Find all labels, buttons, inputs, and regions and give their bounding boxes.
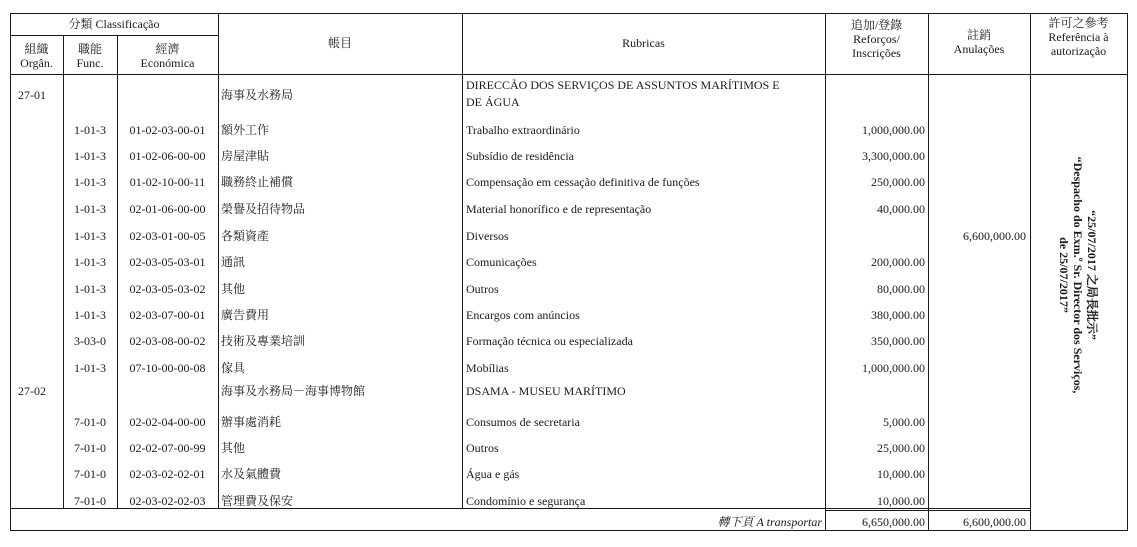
cell-func: 1-01-3 <box>74 123 106 137</box>
cell-zh: 技術及專業培訓 <box>221 334 306 348</box>
cell-func: 7-01-0 <box>74 467 106 481</box>
cell-func: 1-01-3 <box>74 308 106 322</box>
cell-reforco: 10,000.00 <box>877 494 925 508</box>
cell-pt: Consumos de secretaria <box>466 415 580 429</box>
rule-col-pt <box>462 13 463 509</box>
cell-econ: 07-10-00-00-08 <box>129 361 206 375</box>
rule-right <box>1127 13 1128 531</box>
cell-zh: 各類資產 <box>221 229 270 243</box>
rule-col-econ <box>117 35 118 509</box>
cell-econ: 02-02-07-00-99 <box>129 441 206 455</box>
header-classificacao: 分類 Classificação <box>68 17 160 31</box>
header-organica: 組織 Orgân. <box>20 42 53 70</box>
cell-org: 27-02 <box>18 384 46 398</box>
header-rubrica-zh: 帳目 <box>327 36 352 50</box>
cell-func: 1-01-3 <box>74 361 106 375</box>
cell-reforco: 80,000.00 <box>877 282 925 296</box>
cell-zh: 傢具 <box>221 361 246 375</box>
reference-line-1: “25/07/2017 之局長批示” <box>1085 210 1099 340</box>
reference-line-2: “Despacho do Exm.º Sr. Director dos Serviços, <box>1071 156 1085 394</box>
cell-pt: Outros <box>466 441 499 455</box>
cell-pt: Outros <box>466 282 499 296</box>
cell-reforco: 25,000.00 <box>877 441 925 455</box>
cell-zh: 職務終止補償 <box>221 175 294 189</box>
cell-zh: 房屋津貼 <box>221 149 270 163</box>
header-reforcos: 追加/登錄 Reforços/ Inscrições <box>850 18 903 60</box>
rule-col-ref <box>1030 13 1031 531</box>
rule-ref-bottom <box>1030 530 1128 531</box>
reference-line-3: de 25/07/2017” <box>1057 237 1071 313</box>
rule-left <box>10 13 11 531</box>
cell-econ: 02-01-06-00-00 <box>129 202 206 216</box>
cell-func: 7-01-0 <box>74 415 106 429</box>
cell-reforco: 40,000.00 <box>877 202 925 216</box>
cell-func: 7-01-0 <box>74 494 106 508</box>
rule-header-bottom <box>10 74 1128 75</box>
cell-func: 1-01-3 <box>74 175 106 189</box>
cell-econ: 02-03-02-02-01 <box>129 467 206 481</box>
cell-org: 27-01 <box>18 88 46 102</box>
rule-col-zh <box>218 13 219 509</box>
cell-zh: 海事及水務局－海事博物館 <box>221 384 366 398</box>
cell-econ: 02-03-05-03-01 <box>129 255 206 269</box>
cell-zh: 通訊 <box>221 255 246 269</box>
cell-pt: DIRECCÃO DOS SERVIÇOS DE ASSUNTOS MARÍTIMOS E <box>466 78 780 92</box>
cell-func: 1-01-3 <box>74 255 106 269</box>
cell-zh: 辦事處消耗 <box>221 415 282 429</box>
cell-econ: 02-03-07-00-01 <box>129 308 206 322</box>
cell-pt: DSAMA - MUSEU MARÍTIMO <box>466 384 626 398</box>
cell-zh: 其他 <box>221 441 246 455</box>
cell-zh: 廣告費用 <box>221 308 270 322</box>
cell-reforco: 350,000.00 <box>871 334 925 348</box>
cell-func: 1-01-3 <box>74 149 106 163</box>
authorization-reference <box>1048 145 1108 405</box>
cell-func: 1-01-3 <box>74 202 106 216</box>
cell-econ: 02-03-08-00-02 <box>129 334 206 348</box>
cell-zh: 海事及水務局 <box>221 88 294 102</box>
cell-func: 3-03-0 <box>74 334 106 348</box>
cell-func: 7-01-0 <box>74 441 106 455</box>
cell-econ: 01-02-03-00-01 <box>129 123 206 137</box>
header-funcional: 職能 Func. <box>76 42 104 70</box>
cell-reforco: 3,300,000.00 <box>862 149 925 163</box>
rule-col-func <box>63 35 64 509</box>
header-economica: 經濟 Económica <box>140 42 195 70</box>
rule-body-bottom <box>10 508 1031 509</box>
cell-econ: 02-03-02-02-03 <box>129 494 206 508</box>
cell-pt: Encargos com anúncios <box>466 308 580 322</box>
cell-pt: Trabalho extraordinário <box>466 123 580 137</box>
cell-pt: Compensação em cessação definitiva de funções <box>466 175 700 189</box>
header-referencia: 許可之參考 Referência à autorização <box>1048 16 1109 58</box>
cell-econ: 01-02-10-00-11 <box>129 175 206 189</box>
cell-func: 1-01-3 <box>74 229 106 243</box>
cell-zh: 其他 <box>221 282 246 296</box>
cell-zh: 額外工作 <box>221 123 270 137</box>
cell-anulacao: 6,600,000.00 <box>963 229 1026 243</box>
cell-reforco: 200,000.00 <box>871 255 925 269</box>
cell-econ: 01-02-06-00-00 <box>129 149 206 163</box>
cell-pt: Água e gás <box>466 467 520 481</box>
cell-econ: 02-03-01-00-05 <box>129 229 206 243</box>
cell-zh: 水及氣體費 <box>221 467 282 481</box>
cell-pt: Subsídio de residência <box>466 149 574 163</box>
cell-reforco: 1,000,000.00 <box>862 361 925 375</box>
cell-econ: 02-02-04-00-00 <box>129 415 206 429</box>
cell-reforco: 250,000.00 <box>871 175 925 189</box>
rule-top <box>10 13 1128 14</box>
cell-pt: Diversos <box>466 229 509 243</box>
footer-total-anulacoes: 6,600,000.00 <box>963 515 1026 529</box>
cell-zh: 管理費及保安 <box>221 494 294 508</box>
cell-pt: Formação técnica ou especializada <box>466 334 633 348</box>
header-rubrica-pt: Rubricas <box>622 36 665 50</box>
rule-col-anulacoes <box>928 13 929 531</box>
cell-pt: Condomínio e segurança <box>466 494 586 508</box>
cell-econ: 02-03-05-03-02 <box>129 282 206 296</box>
cell-pt-continuation: DE ÁGUA <box>466 95 520 109</box>
cell-reforco: 1,000,000.00 <box>862 123 925 137</box>
rule-header-sub <box>10 35 218 36</box>
cell-pt: Comunicações <box>466 255 537 269</box>
footer-label: 轉下頁 A transportar <box>717 515 822 529</box>
header-anulacoes: 註銷 Anulações <box>953 28 1005 56</box>
cell-reforco: 10,000.00 <box>877 467 925 481</box>
cell-reforco: 380,000.00 <box>871 308 925 322</box>
cell-func: 1-01-3 <box>74 282 106 296</box>
cell-pt: Mobílias <box>466 361 509 375</box>
cell-zh: 榮譽及招待物品 <box>221 202 306 216</box>
footer-total-reforcos: 6,650,000.00 <box>862 515 925 529</box>
cell-reforco: 5,000.00 <box>883 415 925 429</box>
cell-pt: Material honorífico e de representação <box>466 202 652 216</box>
rule-bottom <box>10 530 1031 531</box>
